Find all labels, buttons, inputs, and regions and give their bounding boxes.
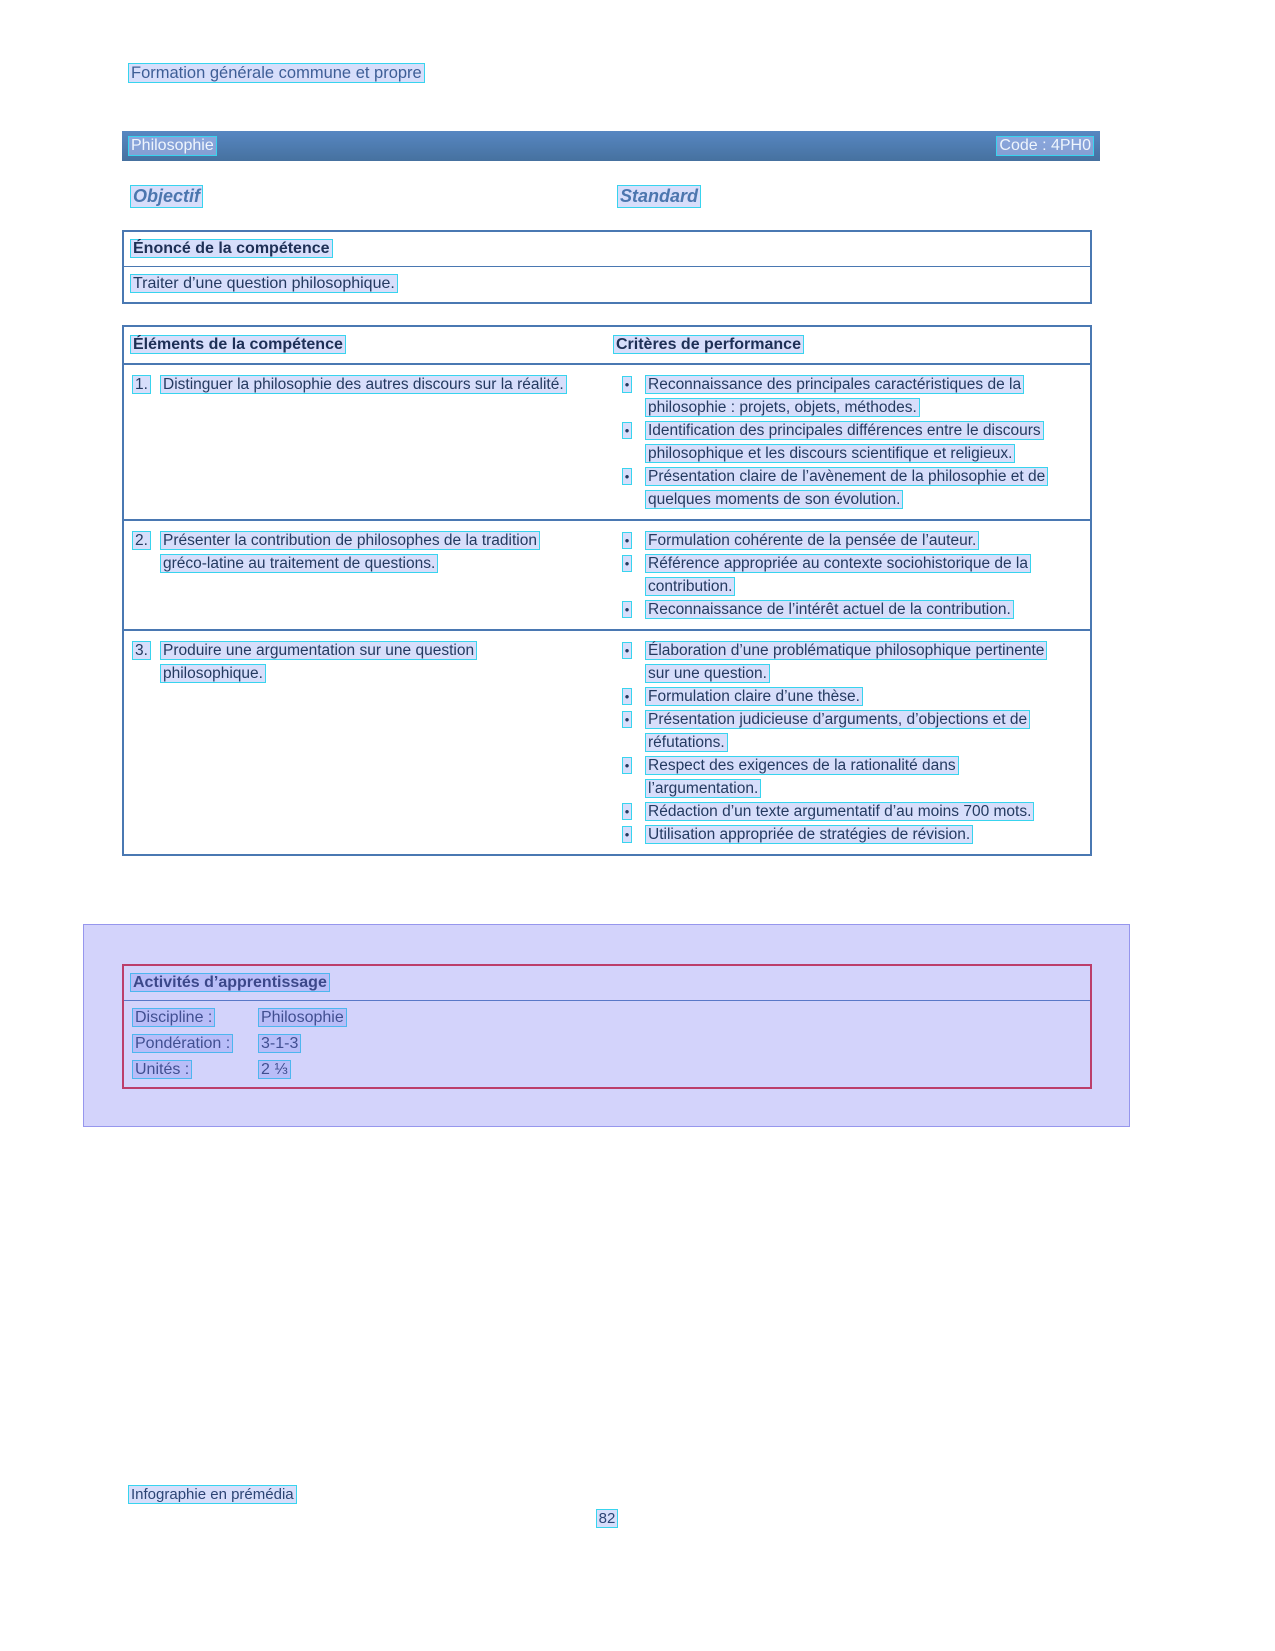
activites-label-wrap	[132, 1059, 258, 1080]
activites-label: Pondération :	[132, 1034, 233, 1053]
page-number-row	[122, 1510, 1092, 1527]
bullet-icon	[619, 598, 635, 621]
footer-note-text: Infographie en prémédia	[128, 1485, 297, 1504]
enonce-table	[122, 230, 1092, 304]
footer-note	[128, 1486, 297, 1503]
criterion-text: Reconnaissance des principales caractéristiques de la philosophie : projets, objets, méthodes.	[645, 375, 1024, 417]
element-number	[132, 529, 160, 552]
criteria-cell	[607, 365, 1090, 519]
criterion-text: Présentation judicieuse d’arguments, d’objections et de réfutations.	[645, 710, 1030, 752]
criterion-text: Utilisation appropriée de stratégies de révision.	[645, 825, 973, 844]
bullet-icon	[619, 823, 635, 846]
section-headings	[122, 185, 1092, 211]
competence-table	[122, 325, 1092, 856]
activites-row-ponderation	[124, 1030, 1090, 1056]
element-number	[132, 373, 160, 396]
bullet-icon	[619, 754, 635, 777]
course-code: Code : 4PH0	[996, 136, 1094, 156]
bullet-icon	[619, 552, 635, 575]
activites-label-wrap	[132, 1007, 258, 1028]
criteria-cell	[607, 521, 1090, 629]
bullet-icon	[619, 639, 635, 662]
criterion-item	[619, 800, 1084, 823]
activites-label: Discipline :	[132, 1008, 215, 1027]
criterion-text: Respect des exigences de la rationalité dans l’argumentation.	[645, 756, 959, 798]
criteria-cell	[607, 631, 1090, 854]
element-text-wrap	[160, 529, 579, 575]
bullet-glyph: •	[622, 376, 633, 393]
element-number-text: 1.	[132, 375, 151, 394]
activites-rows	[124, 1001, 1090, 1087]
criterion-item	[619, 685, 1084, 708]
bullet-glyph: •	[622, 601, 633, 618]
criterion-item	[619, 598, 1084, 621]
element-text: Produire une argumentation sur une question philosophique.	[160, 641, 477, 683]
element-cell	[124, 365, 607, 519]
bullet-glyph: •	[622, 757, 633, 774]
competence-row-2	[124, 521, 1090, 631]
activites-value: 2 ⅓	[258, 1060, 291, 1079]
criterion-item	[619, 529, 1084, 552]
enonce-header-text: Énoncé de la compétence	[130, 239, 333, 258]
criterion-text-wrap	[645, 373, 1084, 419]
criterion-item	[619, 708, 1084, 754]
criterion-item	[619, 465, 1084, 511]
bullet-glyph: •	[622, 532, 633, 549]
criterion-item	[619, 823, 1084, 846]
document-header-note	[128, 64, 425, 83]
element-cell	[124, 631, 607, 854]
criterion-text-wrap	[645, 685, 1084, 708]
activites-value-wrap	[258, 1033, 1082, 1054]
objectif-heading: Objectif	[130, 185, 203, 208]
bullet-icon	[619, 373, 635, 396]
activites-value-wrap	[258, 1059, 1082, 1080]
element-number-text: 3.	[132, 641, 151, 660]
bullet-glyph: •	[622, 555, 633, 572]
criterion-text: Formulation claire d’une thèse.	[645, 687, 863, 706]
elements-header-text: Éléments de la compétence	[130, 335, 346, 354]
element-text: Présenter la contribution de philosophes de la tradition gréco-latine au traitement de questions.	[160, 531, 540, 573]
activites-row-discipline	[124, 1004, 1090, 1030]
criterion-text-wrap	[645, 823, 1084, 846]
bullet-icon	[619, 685, 635, 708]
element-number-text: 2.	[132, 531, 151, 550]
criterion-item	[619, 373, 1084, 419]
criterion-text-wrap	[645, 465, 1084, 511]
element-number	[132, 639, 160, 662]
criteres-header-text: Critères de performance	[613, 335, 804, 354]
activites-label: Unités :	[132, 1060, 192, 1079]
activites-label-wrap	[132, 1033, 258, 1054]
bullet-icon	[619, 419, 635, 442]
criterion-item	[619, 639, 1084, 685]
bullet-glyph: •	[622, 826, 633, 843]
bullet-glyph: •	[622, 642, 633, 659]
activites-header-text: Activités d’apprentissage	[130, 973, 330, 992]
standard-heading: Standard	[617, 185, 701, 208]
bullet-icon	[619, 708, 635, 731]
element-text-wrap	[160, 639, 579, 685]
competence-row-3	[124, 631, 1090, 854]
enonce-body-row	[124, 267, 1090, 302]
activites-value: Philosophie	[258, 1008, 347, 1027]
bullet-icon	[619, 465, 635, 488]
criterion-text: Reconnaissance de l’intérêt actuel de la contribution.	[645, 600, 1014, 619]
criterion-item	[619, 552, 1084, 598]
activites-header-row	[124, 966, 1090, 1001]
criterion-text-wrap	[645, 598, 1084, 621]
activites-value: 3-1-3	[258, 1034, 301, 1053]
criterion-text-wrap	[645, 708, 1084, 754]
activites-value-wrap	[258, 1007, 1082, 1028]
criterion-text: Rédaction d’un texte argumentatif d’au moins 700 mots.	[645, 802, 1034, 821]
element-cell	[124, 521, 607, 629]
criterion-text: Référence appropriée au contexte sociohistorique de la contribution.	[645, 554, 1031, 596]
bullet-icon	[619, 800, 635, 823]
element-text-wrap	[160, 373, 579, 396]
bullet-glyph: •	[622, 422, 633, 439]
course-title-bar	[122, 131, 1100, 161]
course-title: Philosophie	[128, 136, 217, 156]
bullet-glyph: •	[622, 468, 633, 485]
criterion-text-wrap	[645, 419, 1084, 465]
criterion-text: Élaboration d’une problématique philosophique pertinente sur une question.	[645, 641, 1047, 683]
criterion-text: Présentation claire de l’avènement de la philosophie et de quelques moments de son évolution.	[645, 467, 1048, 509]
criterion-item	[619, 754, 1084, 800]
competence-row-1	[124, 365, 1090, 521]
bullet-glyph: •	[622, 688, 633, 705]
bullet-glyph: •	[622, 711, 633, 728]
header-note-text: Formation générale commune et propre	[128, 63, 425, 83]
criteres-header-cell	[607, 327, 1090, 363]
criterion-text: Identification des principales différences entre le discours philosophique et les discours scientifique et religieux.	[645, 421, 1044, 463]
activites-row-unites	[124, 1056, 1090, 1082]
bullet-icon	[619, 529, 635, 552]
criterion-text-wrap	[645, 800, 1084, 823]
criterion-text-wrap	[645, 639, 1084, 685]
element-text: Distinguer la philosophie des autres discours sur la réalité.	[160, 375, 567, 394]
enonce-statement: Traiter d’une question philosophique.	[130, 274, 398, 293]
elements-header-cell	[124, 327, 607, 363]
criterion-item	[619, 419, 1084, 465]
competence-table-header	[124, 327, 1090, 365]
enonce-header-row	[124, 232, 1090, 267]
page-number: 82	[596, 1509, 619, 1528]
criterion-text-wrap	[645, 754, 1084, 800]
criterion-text: Formulation cohérente de la pensée de l’auteur.	[645, 531, 979, 550]
bullet-glyph: •	[622, 803, 633, 820]
criterion-text-wrap	[645, 552, 1084, 598]
activites-box	[122, 964, 1092, 1089]
criterion-text-wrap	[645, 529, 1084, 552]
